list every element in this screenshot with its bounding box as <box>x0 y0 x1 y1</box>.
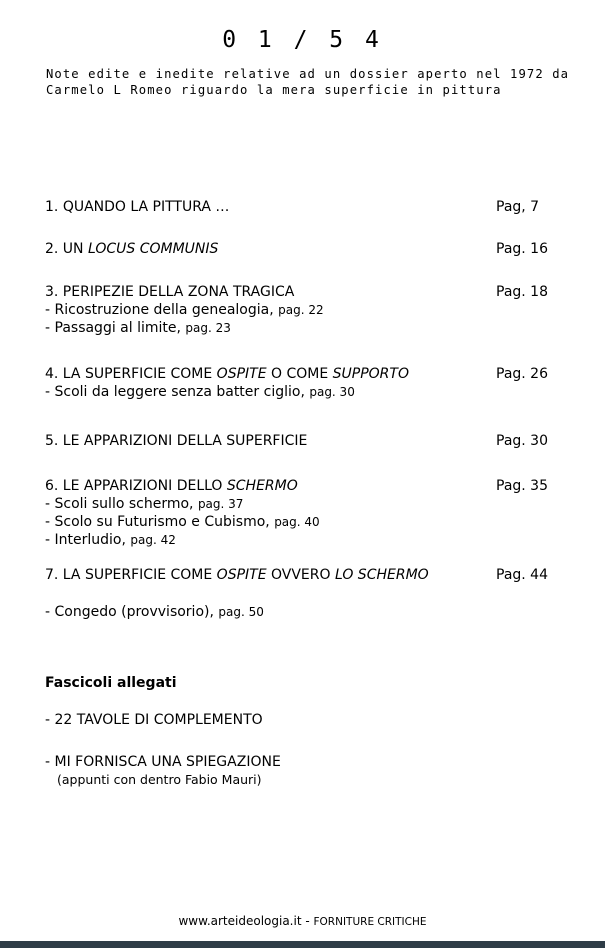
toc-subentry-page: pag. 40 <box>274 515 320 529</box>
attachment-item-2: - MI FORNISCA UNA SPIEGAZIONE <box>45 754 281 770</box>
toc-subentry-page: pag. 23 <box>185 321 231 335</box>
toc-entry-7 <box>45 566 565 584</box>
toc-entry-2 <box>45 240 565 258</box>
toc-subentry-text: - Scoli da leggere senza batter ciglio, <box>45 384 310 400</box>
toc-entry-title-italic: SUPPORTO <box>332 366 409 382</box>
toc-subentry-text: - Congedo (provvisorio), <box>45 604 219 620</box>
footer <box>0 914 605 928</box>
toc-subentry-page: pag. 22 <box>278 303 324 317</box>
toc-entry-page: Pag. 30 <box>496 433 548 449</box>
toc-subentry <box>45 319 565 337</box>
toc-subentry-page: pag. 37 <box>197 497 244 511</box>
subtitle-line-2: Carmelo L Romeo riguardo la mera superficie in pittura <box>46 83 502 97</box>
toc-subentry <box>45 495 565 513</box>
bottom-bar <box>0 941 605 948</box>
toc-entry-title-part: 7. LA SUPERFICIE COME <box>45 567 217 583</box>
toc-entry-page: Pag. 16 <box>496 241 548 257</box>
subtitle-line-1: Note edite e inedite relative ad un dossier aperto nel 1972 da <box>46 67 570 81</box>
page-number-title: 0 1 / 5 4 <box>222 27 383 53</box>
toc-subentry <box>45 301 565 319</box>
toc-entry-number: 2. UN <box>45 241 88 257</box>
toc-entry-title-italic: LOCUS COMMUNIS <box>87 241 219 257</box>
toc-entry-number: 1. <box>45 199 63 215</box>
toc-entry-title-part: OVVERO <box>266 567 335 583</box>
attachment-item-1: - 22 TAVOLE DI COMPLEMENTO <box>45 712 263 728</box>
toc-subentry-page: pag. 30 <box>309 385 355 399</box>
toc-subentry <box>45 383 565 401</box>
toc-subentry-text: - Scoli sullo schermo, <box>45 496 198 512</box>
toc-entry-title-italic: SCHERMO <box>226 478 298 494</box>
toc-subentry-page: pag. 42 <box>130 533 176 547</box>
toc-subentry-page: pag. 50 <box>218 605 264 619</box>
toc-entry-6 <box>45 477 565 549</box>
toc-entry-page: Pag, 7 <box>496 199 540 215</box>
attachments-heading: Fascicoli allegati <box>45 675 177 691</box>
toc-entry-3 <box>45 283 565 337</box>
toc-subentry <box>45 531 565 549</box>
toc-entry-title: 5. LE APPARIZIONI DELLA SUPERFICIE <box>45 433 308 449</box>
attachment-item-2-note: (appunti con dentro Fabio Mauri) <box>57 772 262 787</box>
toc-entry-title-italic: LO SCHERMO <box>334 567 429 583</box>
toc-entry-1 <box>45 198 565 216</box>
toc-subentry-text: - Interludio, <box>45 532 131 548</box>
footer-tagline: FORNITURE CRITICHE <box>313 916 427 928</box>
toc-entry-title-italic: OSPITE <box>216 567 267 583</box>
footer-separator: - <box>301 914 314 928</box>
footer-site-link[interactable]: www.arteideologia.it <box>178 914 302 928</box>
toc-entry-title-part: 4. LA SUPERFICIE COME <box>45 366 217 382</box>
toc-entry-5 <box>45 432 565 450</box>
toc-entry-title-italic: OSPITE <box>216 366 267 382</box>
toc-entry-title-part: 6. LE APPARIZIONI DELLO <box>45 478 227 494</box>
toc-subentry-text: - Scolo su Futurismo e Cubismo, <box>45 514 275 530</box>
toc-entry-title: QUANDO LA PITTURA … <box>62 199 230 215</box>
toc-entry-page: Pag. 26 <box>496 366 548 382</box>
toc-subentry-text: - Passaggi al limite, <box>45 320 186 336</box>
toc-entry-title: 3. PERIPEZIE DELLA ZONA TRAGICA <box>45 284 295 300</box>
toc-congedo <box>45 603 565 621</box>
toc-subentry-text: - Ricostruzione della genealogia, <box>45 302 279 318</box>
toc-entry-title-part: O COME <box>266 366 333 382</box>
toc-entry-page: Pag. 35 <box>496 478 548 494</box>
toc-entry-page: Pag. 44 <box>496 567 548 583</box>
toc-subentry <box>45 513 565 531</box>
toc-entry-4 <box>45 365 565 401</box>
toc-entry-page: Pag. 18 <box>496 284 548 300</box>
